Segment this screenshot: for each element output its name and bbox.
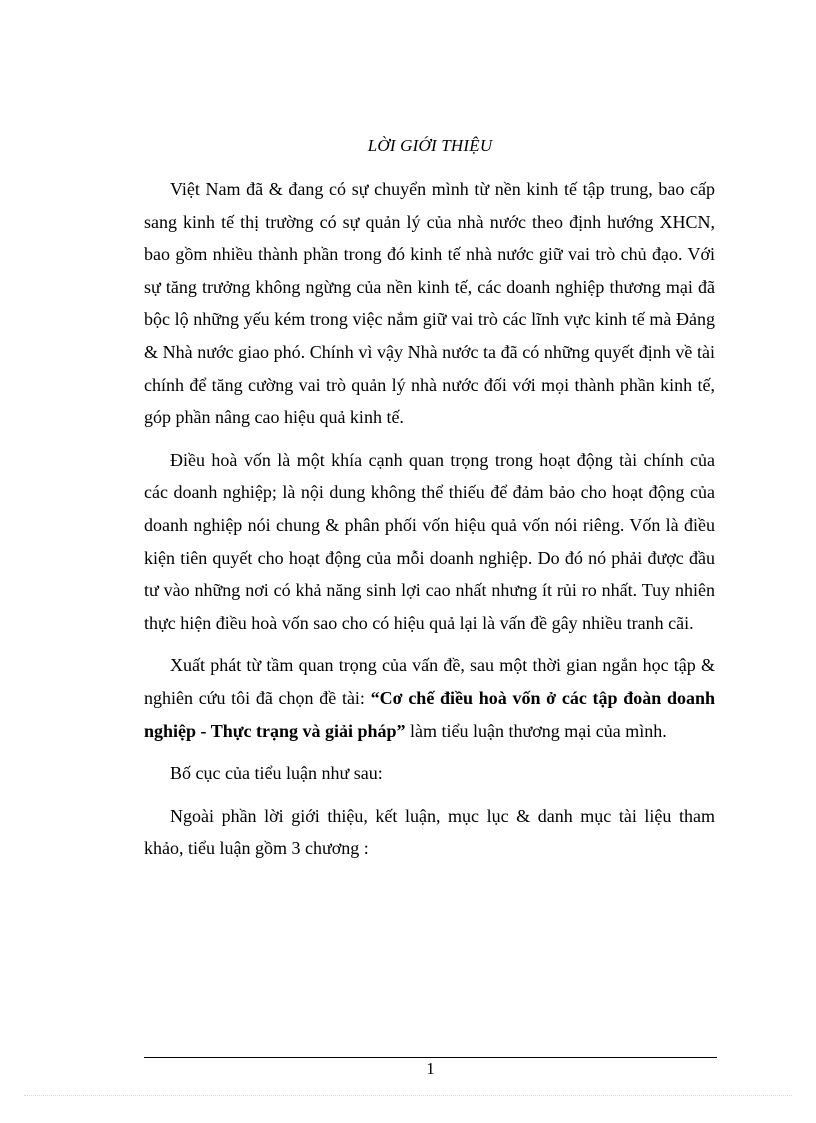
body-text xyxy=(144,173,715,875)
topic-title: “Cơ chế điều hoà vốn ở các tập đoàn doanh nghiệp - Thực trạng và giải pháp” xyxy=(144,687,715,741)
paragraph-intro: Việt Nam đã & đang có sự chuyển mình từ nền kinh tế tập trung, bao cấp sang kinh tế thị trường có sự quản lý của nhà nước theo định hướng XHCN, bao gồm nhiều thành phần trong đó kinh tế nhà nước giữ vai trò chủ đạo. Với sự tăng trưởng không ngừng của nền kinh tế, các doanh nghiệp thương mại đã bộc lộ những yếu kém trong việc nắm giữ vai trò các lĩnh vực kinh tế mà Đảng & Nhà nước giao phó. Chính vì vậy Nhà nước ta đã có những quyết định về tài chính để tăng cường vai trò quản lý nhà nước đối với mọi thành phần kinh tế, góp phần nâng cao hiệu quả kinh tế. xyxy=(144,179,715,428)
topic-lead-text: Xuất phát từ tầm quan trọng của vấn đề, sau một thời gian ngắn học tập & nghiên cứu tôi đã chọn đề tài: xyxy=(144,655,715,708)
paragraph-topic xyxy=(144,649,715,747)
paragraph-capital-regulation: Điều hoà vốn là một khía cạnh quan trọng trong hoạt động tài chính của các doanh nghiệp; là nội dung không thể thiếu để đảm bảo cho hoạt động của doanh nghiệp nói chung & phân phối vốn hiệu quả vốn nói riêng. Vốn là điều kiện tiên quyết cho hoạt động của mỗi doanh nghiệp. Do đó nó phải được đầu tư vào những nơi có khả năng sinh lợi cao nhất nhưng ít rủi ro nhất. Tuy nhiên thực hiện điều hoà vốn sao cho có hiệu quả lại là vấn đề gây nhiều tranh cãi. xyxy=(144,449,715,633)
topic-tail-text: làm tiểu luận thương mại của mình. xyxy=(405,720,667,741)
page-boundary-divider xyxy=(24,1095,792,1096)
footer-divider xyxy=(144,1057,717,1058)
page-number: 1 xyxy=(426,1059,435,1078)
paragraph-chapters: Ngoài phần lời giới thiệu, kết luận, mục lục & danh mục tài liệu tham khảo, tiểu luận gồm 3 chương : xyxy=(144,805,715,859)
paragraph-structure: Bố cục của tiểu luận như sau: xyxy=(170,763,383,784)
page-title: LỜI GIỚI THIỆU xyxy=(367,136,493,155)
